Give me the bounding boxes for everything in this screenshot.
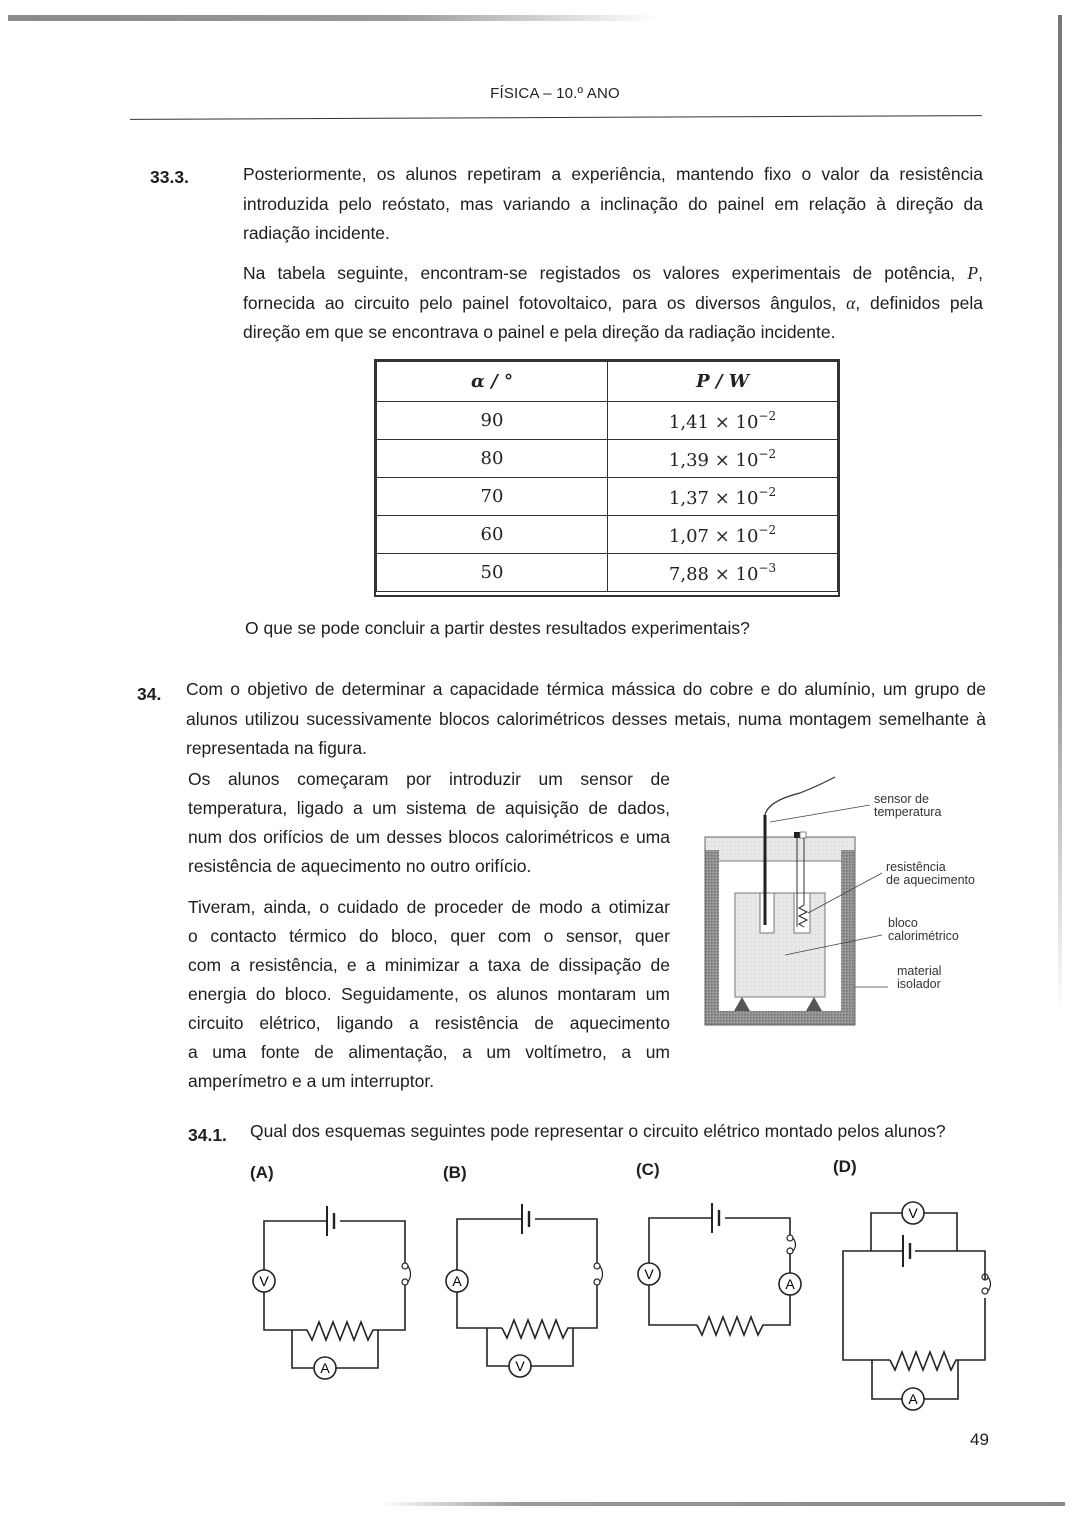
circuit-option-C[interactable] <box>630 1195 810 1355</box>
cell-power: $1,37 \times 10^{-2}$ <box>608 478 838 516</box>
text-line: Posteriormente, os alunos repetiram a experiência, mantendo fixo o valor da resistência <box>243 164 983 184</box>
text-line: radiação incidente. <box>243 223 390 243</box>
text-line: representada na figura. <box>186 738 367 758</box>
q34-paragraph-2 <box>188 893 670 1096</box>
table-row <box>377 478 838 516</box>
text-line: direção em que se encontrava o painel e pela direção da radiação incidente. <box>243 322 836 342</box>
cell-alpha: 80 <box>377 440 608 478</box>
cell-alpha: 60 <box>377 516 608 554</box>
running-header: FÍSICA – 10.º ANO <box>490 85 620 102</box>
text-line: introduzida pelo reóstato, mas variando a inclinação do painel em relação à direção da <box>243 193 983 214</box>
q33-3-paragraph-2 <box>243 259 983 348</box>
text-line: o contacto térmico do bloco, quer com o sensor, quer <box>188 926 670 946</box>
page-number: 49 <box>970 1430 989 1449</box>
circuit-option-A[interactable] <box>245 1200 415 1380</box>
voltmeter-icon: V <box>644 1266 654 1282</box>
column-header-alpha: α / ° <box>377 362 608 402</box>
text-line: energia do bloco. Seguidamente, os alunos montaram um <box>188 984 670 1004</box>
option-D-label[interactable]: (D) <box>833 1157 857 1176</box>
power-angle-table <box>376 361 838 592</box>
calorimeter-figure <box>690 765 890 1035</box>
header-rule <box>130 115 982 120</box>
cell-alpha: 70 <box>377 478 608 516</box>
cell-power: $1,39 \times 10^{-2}$ <box>608 440 838 478</box>
symbol-alpha: α <box>846 292 856 313</box>
cell-alpha: 90 <box>377 402 608 440</box>
table-header-row <box>377 362 838 402</box>
scan-edge-top <box>8 15 658 21</box>
table-row <box>377 440 838 478</box>
column-header-power: P / W <box>608 362 838 402</box>
q33-3-paragraph-1 <box>243 160 983 249</box>
scan-edge-right <box>1058 15 1062 1015</box>
voltmeter-icon: V <box>908 1205 918 1221</box>
text-line: com a resistência, e a minimizar a taxa de dissipação de <box>188 955 670 975</box>
q33-3-question: O que se pode concluir a partir destes resultados experimentais? <box>245 618 750 638</box>
symbol-P: P <box>967 263 979 283</box>
voltmeter-icon: V <box>515 1358 525 1374</box>
label-insulating-material: material isolador <box>897 964 942 991</box>
ammeter-icon: A <box>785 1276 795 1292</box>
text-line: num dos orifícios de um desses blocos calorimétricos e uma <box>188 827 670 847</box>
text-line: temperatura, ligado a um sistema de aquisição de dados, <box>188 798 670 818</box>
q34-1-question: Qual dos esquemas seguintes pode representar o circuito elétrico montado pelos alunos? <box>250 1121 946 1141</box>
cell-power: $7,88 \times 10^{-3}$ <box>608 554 838 592</box>
text-line: a uma fonte de alimentação, a um voltímetro, a um <box>188 1042 670 1062</box>
text-line: Com o objetivo de determinar a capacidade térmica mássica do cobre e do alumínio, um grupo de <box>186 679 986 699</box>
question-number-33-3: 33.3. <box>150 167 189 187</box>
cell-power: $1,41 \times 10^{-2}$ <box>608 402 838 440</box>
cell-power: $1,07 \times 10^{-2}$ <box>608 516 838 554</box>
label-temperature-sensor: sensor de temperatura <box>874 792 942 819</box>
question-number-34: 34. <box>137 684 162 704</box>
q34-paragraph-1 <box>188 765 670 881</box>
ammeter-icon: A <box>452 1273 462 1289</box>
table-row <box>377 402 838 440</box>
option-B-label[interactable]: (B) <box>443 1163 467 1182</box>
table-row <box>377 554 838 592</box>
scan-edge-bottom <box>380 1502 1065 1506</box>
label-heating-resistance: resistência de aquecimento <box>886 860 975 887</box>
text-line: Na tabela seguinte, encontram-se registados os valores experimentais de potência, P, <box>243 263 983 283</box>
text-line: Tiveram, ainda, o cuidado de proceder de modo a otimizar <box>188 897 670 917</box>
ammeter-icon: A <box>908 1391 918 1407</box>
text-line: fornecida ao circuito pelo painel fotovoltaico, para os diversos ângulos, α, definidos pela <box>243 292 983 313</box>
ammeter-icon: A <box>320 1360 330 1376</box>
text-line: resistência de aquecimento no outro orifício. <box>188 856 532 876</box>
option-A-label[interactable]: (A) <box>250 1163 274 1182</box>
label-calorimetric-block: bloco calorimétrico <box>888 916 959 943</box>
text-line: circuito elétrico, ligando a resistência de aquecimento <box>188 1013 670 1033</box>
table-row <box>377 516 838 554</box>
voltmeter-icon: V <box>259 1273 269 1289</box>
circuit-option-B[interactable] <box>440 1200 610 1380</box>
text-line: Os alunos começaram por introduzir um sensor de <box>188 769 670 789</box>
cell-alpha: 50 <box>377 554 608 592</box>
option-C-label[interactable]: (C) <box>636 1160 660 1179</box>
question-number-34-1: 34.1. <box>188 1125 227 1145</box>
text-line: alunos utilizou sucessivamente blocos calorimétricos desses metais, numa montagem semelhante à <box>186 708 986 729</box>
q34-intro <box>186 675 986 764</box>
circuit-option-D[interactable] <box>835 1195 1005 1420</box>
text-line: amperímetro e a um interruptor. <box>188 1071 435 1091</box>
